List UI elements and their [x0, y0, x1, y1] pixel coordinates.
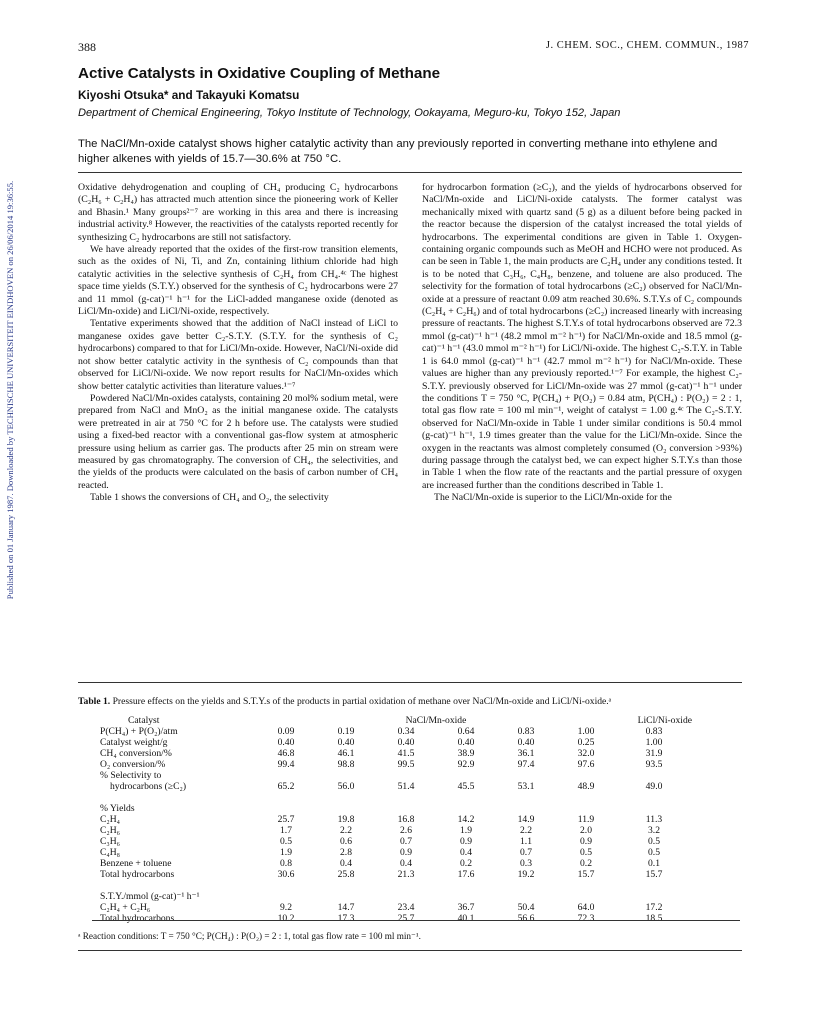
table-cell: 0.5: [580, 847, 592, 858]
table-cell: 1.00: [645, 737, 663, 748]
table-cell: [496, 770, 556, 781]
table-cell: 0.83: [645, 726, 663, 737]
table-caption: [78, 696, 758, 707]
table-cell: 65.2: [277, 781, 295, 792]
row-label: % Selectivity to: [100, 770, 162, 781]
table-cell: 2.6: [400, 825, 412, 836]
table-cell: 0.1: [648, 858, 660, 869]
paragraph: The NaCl/Mn-oxide is superior to the LiCl/Mn-oxide for the: [434, 492, 672, 504]
table-row: [100, 803, 692, 814]
table-cell: 2.2: [520, 825, 532, 836]
table-cell: 41.5: [397, 748, 415, 759]
table-cell: [256, 880, 316, 891]
table-cell: 36.7: [457, 902, 475, 913]
table-cell: [376, 792, 436, 803]
table-cell: 25.7: [277, 814, 295, 825]
table-cell: 48.9: [577, 781, 595, 792]
table-cell: 2.8: [340, 847, 352, 858]
table-cell: 32.0: [577, 748, 595, 759]
table-cell: [616, 803, 692, 814]
table-cell: 98.8: [337, 759, 355, 770]
table-cell: [436, 803, 496, 814]
table-cell: 0.9: [400, 847, 412, 858]
table-header-row: [100, 715, 692, 726]
table-cell: 1.7: [280, 825, 292, 836]
table-cell: [616, 792, 692, 803]
journal-header: J. CHEM. SOC., CHEM. COMMUN., 1987: [545, 40, 749, 51]
table-cell: [556, 770, 616, 781]
divider: [78, 682, 742, 683]
article-title: Active Catalysts in Oxidative Coupling of Methane: [78, 65, 441, 82]
table-cell: 0.40: [517, 737, 535, 748]
table-cell: 49.0: [645, 781, 663, 792]
table-cell: [436, 891, 496, 902]
table-cell: 11.9: [577, 814, 595, 825]
row-label: C₄H₈: [100, 847, 121, 858]
table-cell: 97.4: [517, 759, 535, 770]
table-cell: [616, 770, 692, 781]
table-cell: 2.0: [580, 825, 592, 836]
table-row: [100, 913, 692, 924]
row-label: C₂H₄: [100, 814, 121, 825]
row-label: Catalyst weight/g: [100, 737, 168, 748]
table-cell: 0.19: [337, 726, 355, 737]
table-cell: 0.5: [648, 836, 660, 847]
table-cell: 17.2: [645, 902, 663, 913]
table-cell: 0.64: [457, 726, 475, 737]
table-row: [100, 737, 692, 748]
table-cell: 56.6: [517, 913, 535, 924]
table-cell: 25.7: [397, 913, 415, 924]
table-cell: 3.2: [648, 825, 660, 836]
table-cell: [436, 770, 496, 781]
table-cell: [556, 792, 616, 803]
table-cell: [496, 803, 556, 814]
table-cell: 0.5: [280, 836, 292, 847]
table-row: [100, 781, 692, 792]
table-cell: [256, 803, 316, 814]
table-cell: 18.5: [645, 913, 663, 924]
table-cell: 38.9: [457, 748, 475, 759]
table-cell: [316, 792, 376, 803]
affiliation: Department of Chemical Engineering, Tokyo Institute of Technology, Ookayama, Meguro-ku, Tokyo 152, Japan: [78, 107, 621, 119]
row-label: S.T.Y./mmol (g-cat)⁻¹ h⁻¹: [100, 891, 200, 902]
table-cell: 16.8: [397, 814, 415, 825]
table-cell: 0.8: [280, 858, 292, 869]
table-cell: 0.5: [648, 847, 660, 858]
table-cell: [616, 891, 692, 902]
row-label: O₂ conversion/%: [100, 759, 166, 770]
table-cell: 0.9: [580, 836, 592, 847]
table-cell: 11.3: [645, 814, 663, 825]
table-cell: [316, 891, 376, 902]
table-cell: 14.9: [517, 814, 535, 825]
page-number: 388: [78, 40, 96, 54]
table-cell: 97.6: [577, 759, 595, 770]
table-caption-text: Pressure effects on the yields and S.T.Y.s of the products in partial oxidation of methane over NaCl/Mn-oxide and LiCl/Ni-oxide.ᵃ: [112, 696, 612, 707]
table-cell: 30.6: [277, 869, 295, 880]
table-cell: 14.7: [337, 902, 355, 913]
table-row: [100, 759, 692, 770]
divider: [78, 172, 742, 173]
row-label: [100, 880, 256, 891]
table-label: Table 1.: [78, 696, 111, 707]
results-table: [100, 715, 692, 924]
table-cell: 0.4: [400, 858, 412, 869]
table-cell: 0.2: [460, 858, 472, 869]
table-cell: 0.09: [277, 726, 295, 737]
table-cell: 51.4: [397, 781, 415, 792]
table-cell: 21.3: [397, 869, 415, 880]
table-cell: [376, 770, 436, 781]
table-cell: 50.4: [517, 902, 535, 913]
table-cell: 0.40: [337, 737, 355, 748]
row-label: Benzene + toluene: [100, 858, 172, 869]
column-header-licl: LiCl/Ni-oxide: [637, 715, 692, 726]
table-row: [100, 726, 692, 737]
table-cell: 99.4: [277, 759, 295, 770]
table-row: [100, 891, 692, 902]
row-label: C₂H₆: [100, 825, 121, 836]
body-column-right: [422, 182, 742, 505]
table-cell: 64.0: [577, 902, 595, 913]
table-cell: 0.40: [277, 737, 295, 748]
table-cell: 46.1: [337, 748, 355, 759]
table-cell: 1.9: [460, 825, 472, 836]
table-cell: [436, 792, 496, 803]
table-cell: [376, 880, 436, 891]
divider: [78, 950, 742, 951]
table-row: [100, 880, 692, 891]
row-label: hydrocarbons (≥C₂): [110, 781, 187, 792]
table-cell: 0.7: [400, 836, 412, 847]
table-cell: [316, 770, 376, 781]
table-cell: [436, 880, 496, 891]
table-cell: 56.0: [337, 781, 355, 792]
abstract: The NaCl/Mn-oxide catalyst shows higher catalytic activity than any previously reported in converting methane into ethylene and higher alkenes with yields of 15.7—30.6% at 750 °C.: [78, 138, 718, 165]
table-row: [100, 770, 692, 781]
table-cell: 92.9: [457, 759, 475, 770]
table-cell: 19.8: [337, 814, 355, 825]
table-cell: 40.1: [457, 913, 475, 924]
table-cell: [556, 803, 616, 814]
table-cell: 0.40: [397, 737, 415, 748]
table-cell: [556, 880, 616, 891]
table-cell: 0.25: [577, 737, 595, 748]
paragraph: We have already reported that the oxides of the first-row transition elements, such as the oxides of Ni, Ti, and Zn, containing lithium chloride had high catalytic activities in the selective synthesis of C₂H₄ from CH₄.⁴ᶜ The highest space time yields (S.T.Y.) observed for the synthesis of C₂ hydrocarbons were 27 and 11 mmol (g-cat)⁻¹ h⁻¹ for the LiCl-added manganese oxide (denoted as LiCl/Mn-oxide) and LiCl/Ni-oxide, respectively.: [78, 244, 398, 318]
body-column-left: [78, 182, 398, 505]
row-label: % Yields: [100, 803, 135, 814]
row-label: C₂H₄ + C₂H₆: [100, 902, 151, 913]
table-cell: [256, 891, 316, 902]
row-label: Total hydrocarbons: [100, 913, 175, 924]
table-row: [100, 836, 692, 847]
table-row: [100, 858, 692, 869]
row-label: C₃H₆: [100, 836, 121, 847]
table-cell: [556, 891, 616, 902]
table-cell: 0.6: [340, 836, 352, 847]
table-cell: [256, 792, 316, 803]
table-cell: 0.7: [520, 847, 532, 858]
table-cell: 15.7: [577, 869, 595, 880]
table-cell: [256, 770, 316, 781]
paragraph: Powdered NaCl/Mn-oxides catalysts, containing 20 mol% sodium metal, were prepared from NaCl and MnO₂ as the initial manganese oxide. The catalysts were pretreated in air at 750 °C for 2 h before use. The catalysts were studied using a fixed-bed reactor with a conventional gas-flow system at atmospheric pressure using helium as carrier gas. The products after 25 min on stream were measured by gas chromatography. The conversion of CH₄, the selectivities, and the yields of the products were calculated on the basis of carbon number of CH₄ reacted.: [78, 392, 398, 491]
table-cell: 0.4: [460, 847, 472, 858]
table-cell: 45.5: [457, 781, 475, 792]
table-footnote: ᵃ Reaction conditions: T = 750 °C; P(CH₄) : P(O₂) = 2 : 1, total gas flow rate = 100 ml min⁻¹.: [78, 931, 421, 941]
table-cell: 0.2: [580, 858, 592, 869]
table-row: [100, 847, 692, 858]
table-cell: [316, 803, 376, 814]
table-cell: [316, 880, 376, 891]
table-cell: 14.2: [457, 814, 475, 825]
table-cell: [376, 803, 436, 814]
table-cell: 17.6: [457, 869, 475, 880]
table-row: [100, 902, 692, 913]
table-cell: 0.3: [520, 858, 532, 869]
paragraph: for hydrocarbon formation (≥C₂), and the yields of hydrocarbons observed for NaCl/Mn-oxide and LiCl/Ni-oxide catalysts. The former catalyst was mechanically mixed with quartz sand (5 g) as a diluent before being packed in the reactor because the dispersion of the catalyst increased the total yields of hydrocarbons. The experimental conditions are given in Table 1. Oxygen-containing organic compounds such as MeOH and HCHO were not produced. As can be seen in Table 1, the main products are C₂H₄ under any conditions tested. It is to be noted that C₃H₆, C₄H₈, benzene, and toluene are also produced. The selectivity for the formation of total hydrocarbons (≥C₂) observed for NaCl/Mn-oxide at a pressure of reactant 0.09 atm reached 30.6%. S.T.Y.s of C₂ compounds (C₂H₄ + C₂H₆) and of total hydrocarbons (≥C₂) increased linearly with increasing pressure of reactants. The highest S.T.Y.s of total hydrocarbons observed are 72.3 mmol (g-cat)⁻¹ h⁻¹ (48.2 mmol m⁻² h⁻¹) for NaCl/Mn-oxide and 18.5 mmol (g-cat)⁻¹ h⁻¹ (43.0 mmol m⁻² h⁻¹) for LiCl/Ni-oxide. The highest C₂-S.T.Y. in Table 1 is 64.0 mmol (g-cat)⁻¹ h⁻¹ (42.7 mmol m⁻² h⁻¹) for NaCl/Mn-oxide. These values are higher than any previously reported.¹⁻⁷ For example, the highest C₂-S.T.Y. previously observed for LiCl/Mn-oxide was 27 mmol (g-cat)⁻¹ h⁻¹ under the conditions T = 750 °C, P(CH₄) + P(O₂) = 0.84 atm, P(CH₄) : P(O₂) = 2 : 1, total gas flow rate = 100 ml min⁻¹, weight of catalyst = 1.00 g.⁴ᶜ The C₂-S.T.Y. observed for NaCl/Mn-oxide in Table 1 under similar conditions is 50.4 mmol (g-cat)⁻¹ h⁻¹, 1.9 times greater than the value for the LiCl/Mn-oxide. Since the oxygen in the reactants was almost completely consumed (O₂ conversion >93%) during passage through the catalyst bed, we can expect higher S.T.Y.s than those in Table 1 when the flow rate of the reactants and the partial pressure of oxygen are increased further than the conditions described in Table 1.: [422, 182, 742, 491]
table-row: [100, 814, 692, 825]
column-header-nacl: NaCl/Mn-oxide: [405, 715, 467, 726]
table-cell: 53.1: [517, 781, 535, 792]
table-cell: 72.3: [577, 913, 595, 924]
table-cell: 15.7: [645, 869, 663, 880]
table-cell: 17.3: [337, 913, 355, 924]
table-cell: [496, 891, 556, 902]
divider: [92, 920, 740, 921]
table-cell: 10.2: [277, 913, 295, 924]
row-label: Total hydrocarbons: [100, 869, 175, 880]
paragraph: Table 1 shows the conversions of CH₄ and O₂, the selectivity: [90, 492, 329, 504]
table-row: [100, 748, 692, 759]
table-cell: 1.1: [520, 836, 532, 847]
table-row: [100, 792, 692, 803]
table-row: [100, 825, 692, 836]
table-cell: [496, 792, 556, 803]
table-cell: 9.2: [280, 902, 292, 913]
column-header-catalyst: Catalyst: [128, 715, 160, 726]
table-cell: 23.4: [397, 902, 415, 913]
table-cell: 0.4: [340, 858, 352, 869]
table-cell: 0.83: [517, 726, 535, 737]
table-cell: 25.8: [337, 869, 355, 880]
table-cell: 99.5: [397, 759, 415, 770]
table-cell: 36.1: [517, 748, 535, 759]
table-cell: 31.9: [645, 748, 663, 759]
authors: Kiyoshi Otsuka* and Takayuki Komatsu: [78, 88, 300, 102]
table-cell: 0.40: [457, 737, 475, 748]
paragraph: Tentative experiments showed that the addition of NaCl instead of LiCl to manganese oxides gave better C₂-S.T.Y. (S.T.Y. for the synthesis of C₂ hydrocarbons) compared to that for LiCl/Mn-oxide. However, NaCl/Ni-oxide did not show better catalytic activity in the synthesis of C₂ compounds than that observed for LiCl/Ni-oxide. We now report results for NaCl/Mn-oxides which show better catalytic activities than literature values.¹⁻⁷: [78, 318, 398, 392]
table-row: [100, 869, 692, 880]
row-label: P(CH₄) + P(O₂)/atm: [100, 726, 178, 737]
table-cell: 1.00: [577, 726, 595, 737]
table-cell: [616, 880, 692, 891]
table-cell: 0.9: [460, 836, 472, 847]
download-watermark: Published on 01 January 1987. Downloaded by TECHNISCHE UNIVERSITEIT EINDHOVEN on 26/06/2014 19:36:55.: [5, 180, 15, 600]
table-cell: [496, 880, 556, 891]
table-cell: 19.2: [517, 869, 535, 880]
table-cell: 46.8: [277, 748, 295, 759]
table-cell: [376, 891, 436, 902]
table-cell: 93.5: [645, 759, 663, 770]
table-cell: 2.2: [340, 825, 352, 836]
row-label: [100, 792, 256, 803]
table-cell: 0.34: [397, 726, 415, 737]
table-cell: 1.9: [280, 847, 292, 858]
paragraph: Oxidative dehydrogenation and coupling of CH₄ producing C₂ hydrocarbons (C₂H₆ + C₂H₄) has attracted much attention since the pioneering work of Keller and Bhasin.¹ Many groups²⁻⁷ are working in this area and there is increasing industrial activity.⁸ However, the reactivities of the catalysts reported recently for synthesizing C₂ hydrocarbons are still not satisfactory.: [78, 182, 398, 243]
row-label: CH₄ conversion/%: [100, 748, 172, 759]
